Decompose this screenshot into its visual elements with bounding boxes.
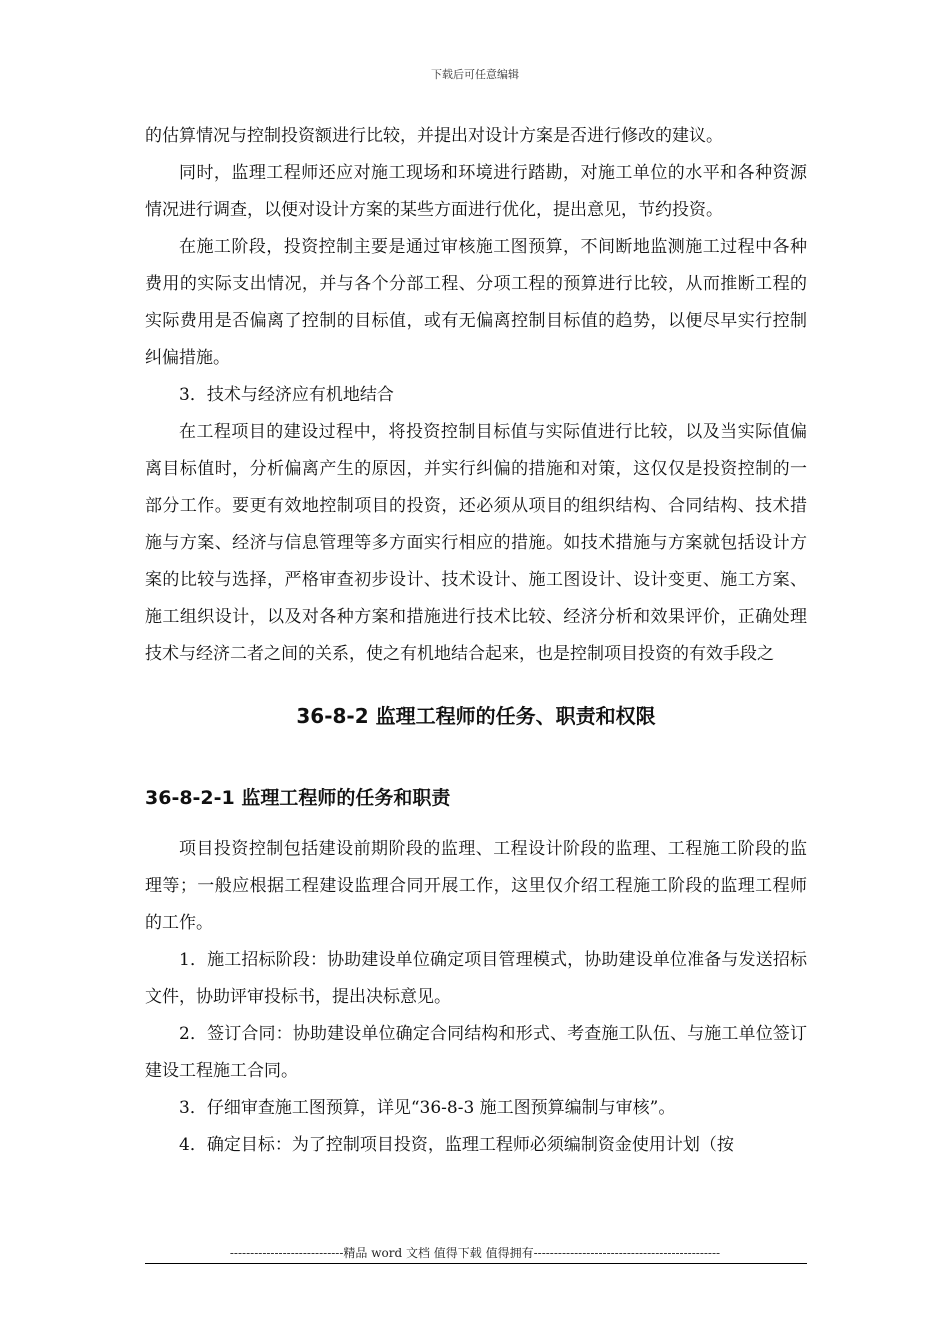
document-body <box>145 118 807 1164</box>
subsection-heading: 36-8-2-1 监理工程师的任务和职责 <box>145 787 451 809</box>
section-heading: 36-8-2 监理工程师的任务、职责和权限 <box>296 704 656 728</box>
list-item-heading: 3．技术与经济应有机地结合 <box>179 385 394 405</box>
paragraph: 项目投资控制包括建设前期阶段的监理、工程设计阶段的监理、工程施工阶段的监理等；一般应根据工程建设监理合同开展工作，这里仅介绍工程施工阶段的监理工程师的工作。 <box>145 839 807 933</box>
page-header-note: 下载后可任意编辑 <box>431 68 519 81</box>
footer-divider <box>145 1263 807 1264</box>
list-item: 4．确定目标：为了控制项目投资，监理工程师必须编制资金使用计划（按 <box>179 1135 734 1155</box>
list-item: 2．签订合同：协助建设单位确定合同结构和形式、考查施工队伍、与施工单位签订建设工程施工合同。 <box>145 1024 807 1081</box>
list-item: 1．施工招标阶段：协助建设单位确定项目管理模式，协助建设单位准备与发送招标文件，协助评审投标书，提出决标意见。 <box>145 950 807 1007</box>
paragraph: 在施工阶段，投资控制主要是通过审核施工图预算，不间断地监测施工过程中各种费用的实际支出情况，并与各个分部工程、分项工程的预算进行比较，从而推断工程的实际费用是否偏离了控制的目标值，或有无偏离控制目标值的趋势，以便尽早实行控制纠偏措施。 <box>145 237 807 368</box>
paragraph: 同时，监理工程师还应对施工现场和环境进行踏勘，对施工单位的水平和各种资源情况进行调查，以便对设计方案的某些方面进行优化，提出意见，节约投资。 <box>145 163 807 220</box>
list-item: 3．仔细审查施工图预算，详见“36-8-3 施工图预算编制与审核”。 <box>179 1098 676 1118</box>
page-footer-note: ----------------------------精品 word 文档 值得下载 值得拥有---------------------------------------------- <box>229 1246 721 1260</box>
paragraph: 在工程项目的建设过程中，将投资控制目标值与实际值进行比较，以及当实际值偏离目标值时，分析偏离产生的原因，并实行纠偏的措施和对策，这仅仅是投资控制的一部分工作。要更有效地控制项目的投资，还必须从项目的组织结构、合同结构、技术措施与方案、经济与信息管理等多方面实行相应的措施。如技术措施与方案就包括设计方案的比较与选择，严格审查初步设计、技术设计、施工图设计、设计变更、施工方案、施工组织设计，以及对各种方案和措施进行技术比较、经济分析和效果评价，正确处理技术与经济二者之间的关系，使之有机地结合起来，也是控制项目投资的有效手段之 <box>145 422 807 664</box>
paragraph: 的估算情况与控制投资额进行比较，并提出对设计方案是否进行修改的建议。 <box>145 126 723 146</box>
